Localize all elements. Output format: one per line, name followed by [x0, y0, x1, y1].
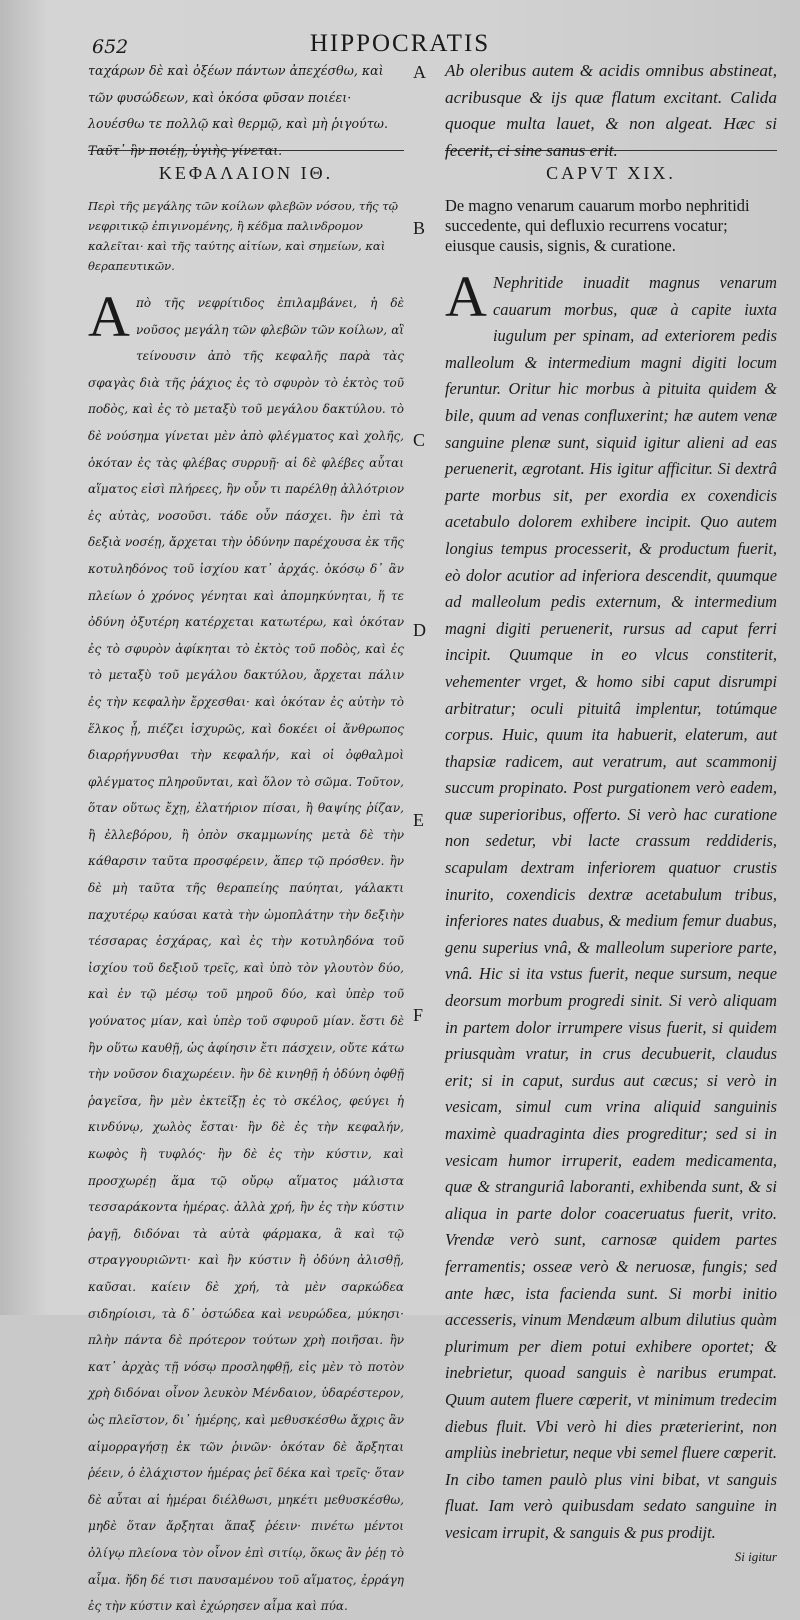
greek-body-text: πὸ τῆς νεφρίτιδος ἐπιλαμβάνει, ἡ δὲ νοῦσος μεγάλη τῶν φλεβῶν τῶν κοίλων, αἳ τείνουσιν ἀπὸ τῆς κεφαλῆς παρὰ τὰς σφαγὰς διὰ τῆς ῥάχιος ἐς τὸ σφυρὸν τὸ ἐκτὸς τοῦ ποδὸς, καὶ ἐς τὸ μεταξὺ τοῦ μεγάλου δακτύλου. τὸ δὲ νούσημα γίνεται μὲν ἀπὸ φλέγματος καὶ χολῆς, ὁκόταν ἐς τὰς φλέβας συρρυῇ· αἱ δὲ φλέβες αὗται αἵματος εἰσὶ πλήρεες, ἢν οὖν τι παρέλθῃ ἀλλότριον ἐς αὐτὰς, νοσοῦσι. τάδε οὖν πάσχει. ἢν ἐπὶ τὰ δεξιὰ νοσέῃ, ἄρχεται τὴν ὀδύνην παρέχουσα ἐκ τῆς κοτυληδόνος τοῦ ἰσχίου κατ᾽ ἀρχάς. ὁκόσῳ δ᾽ ἂν πλείων ὁ χρόνος γένηται καὶ ἀπομηκύνηται, ἥ τε ὀδύνη ὀξυτέρη κατέρχεται κατωτέρω, καὶ ὁκόταν ἐς τὸ σφυρὸν ἀφίκηται τὸ ἐκτὸς τοῦ ποδὸς, καὶ ἐς τὸ μεταξὺ τοῦ μεγάλου δακτύλου, ἄρχεται πάλιν ἐς τὴν κεφαλὴν ἔρχεσθαι· καὶ ὁκόταν ἐς αὐτὴν τὸ ἕλκος ᾖ, πιέζει ἰσχυρῶς, καὶ δοκέει οἱ ἄνθρωπος διαρρήγνυσθαι τὴν κεφαλήν, καὶ οἱ ὀφθαλμοὶ φλέγματος πληροῦνται, καὶ ὅλον τὸ σῶμα. Τοῦτον, ὅταν οὕτως ἔχῃ, ἐλατήριον πίσαι, ἢ θαψίης ῥίζαν, ἢ ἐλλεβόρου, ἢ ὀπὸν σκαμμωνίης μετὰ δὲ τὴν κάθαρσιν ταῦτα προσφέρειν, ἅπερ τῷ πρόσθεν. ἢν δὲ μὴ ταῦτα τῆς θεραπείης παύηται, γάλακτι παχυτέρῳ καύσαι κατὰ τὴν ὠμοπλάτην τὴν δεξιὴν τέσσαρας ἐσχάρας, καὶ ἐς τὴν κοτυληδόνα τοῦ ἰσχίου τοῦ δεξιοῦ τρεῖς, καὶ ὑπὸ τὸν γλουτὸν δύο, καὶ ἐν τῷ μέσῳ τοῦ μηροῦ δύο, καὶ ὑπὲρ τοῦ γούνατος μίαν, καὶ ὑπὲρ τοῦ σφυροῦ μίαν. ἔστι δὲ ἢν οὕτω καυθῇ, ὡς ἀφίησιν ἔτι πάσχειν, οὔτε κάτω τὴν νοῦσον διαχωρέειν. ἢν δὲ κινηθῇ ἡ ὀδύνη ὀφθῇ ῥαγεῖσα, ἢν μὲν ἐκτεῖξῃ ἐς τὸ σκέλος, φεύγει ἡ κινδύνῳ, χωλὸς ἔσται· ἢν δὲ ἐς τὴν κεφαλήν, κωφὸς ἢ τυφλός· ἢν δὲ ἐς τὴν κύστιν, καὶ προσχωρέῃ ἅμα τῷ οὔρῳ αἵματος μάλιστα τεσσαράκοντα ἡμέρας. ἀλλὰ χρή, ἢν ἐς τὴν κύστιν ῥαγῇ, διδόναι τὰ αὐτὰ φάρμακα, ἃ καὶ τῷ στραγγουριῶντι· καὶ ἢν κύστιν ἢ ὀδύνη ἀλισθῇ, καῦσαι. καίειν δὲ χρή, τὰ μὲν σαρκώδεα σιδηρίοισι, τὰ δ᾽ ὀστώδεα καὶ νευρώδεα, μύκησι· πλὴν πάντα δὲ πρότερον τούτων χρὴ ποιῆσαι. ἢν κατ᾽ ἀρχὰς τῇ νόσῳ προσληφθῇ, εἰς μὲν τὸ ποτὸν χρὴ διδόναι οἶνον λευκὸν Μένδαιον, ὑδαρέστερον, ὡς πλεῖστον, δι᾽ ἡμέρης, καὶ μεθυσκέσθω ἄχρις ἂν αἱμορραγήσῃ ἐκ τῶν ῥινῶν· ὁκόταν δὲ ἄρξηται ῥέειν, ὁ ἐλάχιστον ἡμέρας ῥεῖ δέκα καὶ τρεῖς· ὅταν δὲ αὗται αἱ ἡμέραι διέλθωσι, μηκέτι μεθυσκέσθω, μηδὲ ὅταν ἄρξηται ἅπαξ ῥέειν· πινέτω μέντοι ὀλίγῳ πλείονα τὸν οἶνον ἐπὶ σιτίῳ, ὅκως ἂν ῥέῃ τὸ αἷμα. ἤδη δέ τισι παυσαμένου τοῦ αἵματος, ἐρράγη ἐς τὴν κύστιν καὶ ἐχώρησεν αἷμα καὶ πύα.	[88, 296, 404, 1614]
margin-letter-d: D	[413, 620, 426, 640]
margin-letter-f: F	[413, 1005, 424, 1025]
margin-letter-b: B	[413, 218, 426, 238]
margin-letter-e: E	[413, 810, 424, 830]
latin-chapter-summary: De magno venarum cauarum morbo nephritidi succedente, qui defluxio recurrens vocatur; eiusque causis, signis, & curatione.	[445, 196, 750, 255]
greek-intro-text: ταχάρων δὲ καὶ ὀξέων πάντων ἀπεχέσθω, καὶ τῶν φυσώδεων, καὶ ὁκόσα φῦσαν ποιέει· λουέσθω τε πολλῷ καὶ θερμῷ, καὶ μὴ ῥιγούτω. Ταῦτ᾽ ἢν ποιέῃ, ὑγιὴς γίνεται.	[88, 63, 388, 158]
latin-intro-text: Ab oleribus autem & acidis omnibus abstineat, acribusque & ijs quæ flatum excitant. Calida quoque multa lauet, & non algeat. Hæc si fecerit, ci sine sanus erit.	[445, 61, 777, 160]
latin-chapter-title: CAPVT XIX.	[546, 163, 676, 183]
greek-drop-cap: Α	[88, 284, 130, 349]
margin-letter-a: A	[413, 62, 426, 82]
latin-drop-cap: A	[445, 264, 487, 329]
greek-body	[88, 284, 404, 1620]
latin-body-text: Nephritide inuadit magnus venarum cauarum morbus, quæ à capite iuxta iugulum per spinam, ad exteriorem pedis malleolum & intermedium magni digiti locum feruntur. Oritur hic morbus à pituita quidem & bile, quum ad venas confluxerint; hæ autem venæ sanguine plenæ sunt, siquid igitur alieni ad eas peruenerit, ægrotant. His igitur afficitur. Si dextrâ parte morbus sit, per exordia ex coxendicis acetabulo dolorem exhibere incipit. Quo autem longius tempus processerit, & productum fuerit, eò dolor acutior ad inferiora descendit, quumque ad malleolum pedis externum, & intermedium magni digiti peruenerit, rursus ad caput ferri incipit. Quumque in eo vlcus constiterit, vehementer vrget, & homo sibi caput disrumpi arbitratur; oculi pituitâ implentur, totúmque corpus. Huic, quum ita habuerit, elaterum, aut thapsiæ radicem, aut veratrum, aut scammonij succum propinato. Post purgationem verò eadem, quæ superioribus, offerto. Si verò hac curatione non sedetur, vbi lacte crassum reddideris, scapulam dextram inferiorem quatuor crustis inurito, coxendicis dextræ acetabulum tribus, inferiores nates duabus, & medium femur duabus, genu superius vnâ, & malleolum superiore parte, vnâ. Hic si ita vstus fuerit, neque sursum, neque deorsum morbum progredi sinit. Si verò aliquam in partem dolor irrumpere visus fuerit, si quidem priusquàm vratur, in crus decubuerit, claudus erit; si in caput, surdus aut cæcus; si verò in vesicam, simul cum vrina aliquid sanguinis maximè quadraginta dies progreditur; sed si in vesicam humor irruperit, eadem medicamenta, quæ & stranguriâ laboranti, exhibenda sunt, & si aliqua in parte dolor coaceruatus fuerit, vrito. Vrendæ verò sunt, carnosæ quidem partes ferramentis; osseæ verò & neruosæ, fungis; sed ante hæc, ista facienda sunt. Si morbi initio accesseris, vinum Mendæum album dilutius quàm plurimum per diem potui exhibere oportet; & inebrietur, quoad sanguis è naribus erumpat. Quum autem fluere cœperit, vt minimum tredecim diebus fluit. Vbi verò hi dies præterierint, non ampliùs inebrietur, neque vbi semel fluere cœperit. In cibo tamen paulò plus vini bibat, vt sanguis fluat. Iam verò quibusdam sedato sanguine in vesicam irrupit, & sanguis & pus prodijt.	[445, 273, 777, 1542]
running-title: HIPPOCRATIS	[309, 30, 491, 57]
greek-chapter-title: ΚΕΦΑΛΑΙΟΝ ΙΘ.	[158, 163, 334, 183]
margin-letter-c: C	[413, 430, 426, 450]
greek-chapter-summary: Περὶ τῆς μεγάλης τῶν κοίλων φλεβῶν νόσου, τῆς τῷ νεφριτικῷ ἐπιγινομένης, ἣ κέδμα παλινδρομον καλεῖται· καὶ τῆς ταύτης αἰτίων, καὶ σημείων, καὶ θεραπευτικῶν.	[88, 199, 398, 273]
page-header	[0, 30, 800, 60]
latin-column	[445, 58, 777, 1565]
greek-column	[88, 58, 404, 1620]
catchword: Si igitur	[734, 1548, 777, 1564]
page-number: 652	[92, 36, 129, 58]
latin-body	[445, 264, 777, 1547]
